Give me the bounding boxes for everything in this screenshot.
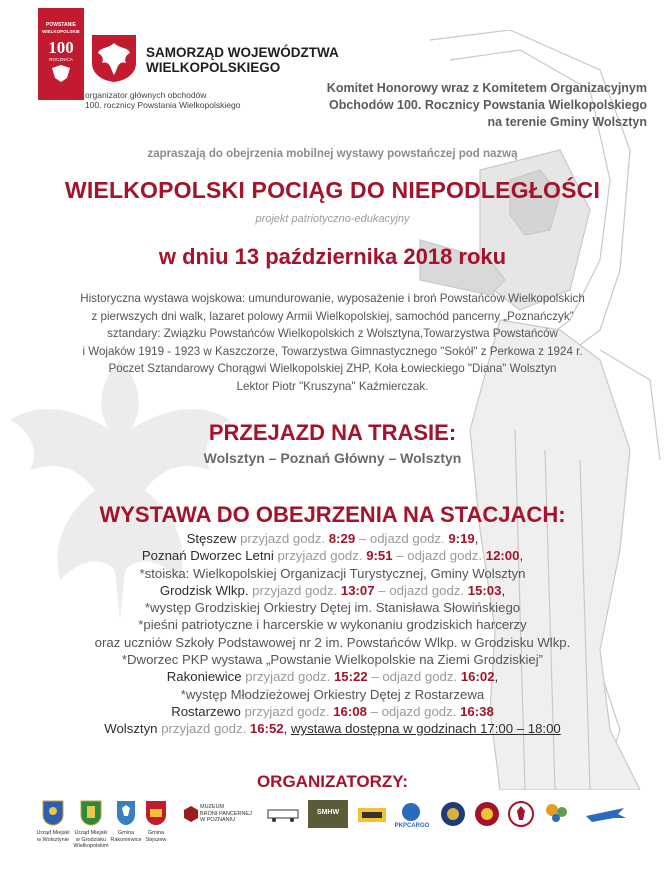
station-suffix: , xyxy=(474,531,479,546)
scouting-emblem-icon xyxy=(440,800,466,828)
badge-line-4: ROCZNICA xyxy=(49,57,73,62)
departure-label: – odjazd godz. xyxy=(396,548,483,564)
description-line: Lektor Piotr "Kruszyna" Kaźmierczak. xyxy=(236,379,429,393)
exhibition-description xyxy=(20,290,645,395)
arrival-time: 13:07 xyxy=(340,582,375,598)
station-row xyxy=(20,582,645,599)
departure-time: 15:03 xyxy=(467,582,502,598)
station-name: Rakoniewice xyxy=(166,669,242,685)
arrival-time: 16:08 xyxy=(333,703,367,719)
caption-line: w Wolsztynie xyxy=(37,836,69,843)
steszew-crest-icon xyxy=(145,800,167,826)
train-logo-icon xyxy=(266,806,304,824)
committee-line: Obchodów 100. Rocznicy Powstania Wielkopolskiego xyxy=(328,98,647,112)
station-suffix: , xyxy=(494,669,499,685)
museum-emblem-icon xyxy=(184,806,198,822)
departure-time: 9:19 xyxy=(448,531,475,546)
departure-label: – odjazd godz. xyxy=(371,669,458,685)
organizer-caption xyxy=(200,804,262,824)
station-name: Rostarzewo xyxy=(171,703,241,719)
arrival-time: 16:52 xyxy=(249,721,284,737)
badge-line-3: 100 xyxy=(48,38,74,57)
description-line: i Wojaków 1919 - 1923 w Kaszczorze, Towarzystwa Gimnastycznego "Sokół" z Perkowa z 1924 r. xyxy=(82,344,583,358)
arrival-label: przyjazd godz. xyxy=(245,669,331,685)
organizer-caption xyxy=(134,830,178,843)
stations-heading: WYSTAWA DO OBEJRZENIA NA STACJACH: xyxy=(99,502,566,527)
station-name: Poznań Dworzec Letni xyxy=(141,548,274,564)
organizer-caption-line: organizator głównych obchodów xyxy=(85,90,207,100)
station-name: Wolsztyn xyxy=(104,721,158,737)
stations-list xyxy=(20,530,645,738)
station-row xyxy=(20,720,645,737)
pkp-cargo-logo-icon xyxy=(400,802,422,822)
departure-label: – odjazd godz. xyxy=(358,531,445,546)
caption-line: Gmina xyxy=(147,830,165,836)
event-date: w dniu 13 października 2018 roku xyxy=(158,244,507,269)
arrival-time: 15:22 xyxy=(333,669,368,685)
caption-line: Gmina xyxy=(117,830,135,836)
station-row xyxy=(20,668,645,685)
badge-line-1: POWSTANIE xyxy=(46,22,76,28)
arrival-label: przyjazd godz. xyxy=(277,548,363,564)
arrival-time: 9:51 xyxy=(366,548,393,564)
committee-line: na terenie Gminy Wolsztyn xyxy=(487,115,647,129)
arrival-time: 8:29 xyxy=(328,531,356,546)
station-suffix: , xyxy=(501,582,506,598)
railway-association-logo-icon xyxy=(356,802,388,828)
grodzisk-crest-icon xyxy=(80,800,102,826)
caption-line: W POZNANIU xyxy=(200,817,236,823)
station-note: *występ Młodzieżowej Orkiestry Dętej z Rostarzewa xyxy=(180,686,485,702)
station-note: *pieśni patriotyczne i harcerskie w wykonaniu grodziskich harcerzy xyxy=(138,617,527,633)
description-line: Poczet Sztandarowy Chorągwi Wielkopolskiej ZHP, Koła Łowieckiego "Diana" Wolsztyn xyxy=(108,362,557,375)
committee-line: Komitet Honorowy wraz z Komitetem Organizacyjnym xyxy=(326,81,647,95)
route-heading: PRZEJAZD NA TRASIE: xyxy=(208,420,457,445)
station-note: oraz uczniów Szkoły Podstawowej nr 2 im. Powstańców Wlkp. w Grodzisku Wlkp. xyxy=(94,634,571,650)
station-note: *stoiska: Wielkopolskiej Organizacji Turystycznej, Gminy Wolsztyn xyxy=(139,565,526,581)
caption-line: Urząd Miejski xyxy=(74,830,108,836)
station-row xyxy=(20,530,645,547)
departure-label: – odjazd godz. xyxy=(370,703,457,719)
samorzad-line: SAMORZĄD WOJEWÓDZTWA xyxy=(146,45,339,60)
badge-line-2: WIELKOPOLSKIE xyxy=(42,29,80,34)
caption-line: PKPCARGO xyxy=(394,823,430,829)
arrival-label: przyjazd godz. xyxy=(161,721,247,737)
station-name: Stęszew xyxy=(186,531,237,546)
veterans-emblem-icon xyxy=(474,800,500,828)
route-text: Wolsztyn – Poznań Główny – Wolsztyn xyxy=(203,450,462,466)
organizer-caption xyxy=(392,823,432,830)
organizer-caption-line: 100. rocznicy Powstania Wielkopolskiego xyxy=(85,100,241,110)
airplane-logo-icon xyxy=(584,802,628,826)
committee-text xyxy=(227,80,647,131)
wolsztyn-crest-icon xyxy=(42,800,64,826)
station-row xyxy=(20,547,645,564)
arrival-label: przyjazd godz. xyxy=(244,703,330,719)
invitation-text: zapraszają do obejrzenia mobilnej wystawy powstańczej pod nazwą xyxy=(147,148,518,160)
arrival-label: przyjazd godz. xyxy=(240,531,326,546)
description-line: sztandary: Związku Powstańców Wielkopolskich z Wolsztyna,Towarzystwa Powstańców xyxy=(107,327,558,340)
organizers-heading: ORGANIZATORZY: xyxy=(256,772,409,791)
caption-line: Stęszew xyxy=(145,836,167,843)
station-suffix: , xyxy=(519,548,524,564)
station-name: Grodzisk Wlkp. xyxy=(159,582,249,598)
station-note: *występ Grodziskiej Orkiestry Dętej im. Stanisława Słowińskiego xyxy=(144,600,521,616)
samorzad-logo-text xyxy=(146,45,339,75)
organizer-caption xyxy=(85,90,240,110)
caption-line: BRONI PANCERNEJ xyxy=(200,810,252,817)
caption-line: Wielkopolskim xyxy=(73,843,109,849)
description-line: Historyczna wystawa wojskowa: umundurowanie, wyposażenie i broń Powstańców Wielkopolskich xyxy=(80,292,585,305)
comma-separator: , xyxy=(283,721,291,737)
caption-line: w Grodzisku xyxy=(75,836,107,843)
tourism-logo-icon xyxy=(542,800,572,828)
departure-label: – odjazd godz. xyxy=(378,582,465,598)
description-line: z pierwszych dni walk, lazaret polowy Armii Wielkopolskiej, samochód pancerny „Poznańczyk” xyxy=(91,309,574,323)
centenary-badge xyxy=(38,8,84,100)
rakoniewice-crest-icon xyxy=(116,800,136,826)
departure-time: 12:00 xyxy=(485,548,520,564)
arrival-label: przyjazd godz. xyxy=(252,582,338,598)
caption-line: MUZEUM xyxy=(200,804,225,810)
exhibition-title: WIELKOPOLSKI POCIĄG DO NIEPODLEGŁOŚCI xyxy=(64,177,601,203)
caption-line: SMHW xyxy=(316,809,340,816)
organizer-logos xyxy=(0,800,665,852)
samorzad-line: WIELKOPOLSKIEGO xyxy=(146,60,281,75)
departure-time: 16:02 xyxy=(460,669,495,685)
eagle-emblem-icon xyxy=(508,800,534,828)
station-row xyxy=(20,703,645,720)
wielkopolska-coat-of-arms-icon xyxy=(90,33,138,83)
station-note: *Dworzec PKP wystawa „Powstanie Wielkopolskie na Ziemi Grodziskiej” xyxy=(121,652,544,668)
opening-hours: wystawa dostępna w godzinach 17:00 – 18:00 xyxy=(290,721,561,737)
caption-line: Urząd Miejski xyxy=(36,830,70,836)
caption-line: Rakoniewice xyxy=(110,836,142,843)
departure-time: 16:38 xyxy=(460,703,494,719)
exhibition-subtitle: projekt patriotyczno-edukacyjny xyxy=(255,213,410,225)
organizer-caption xyxy=(308,810,348,817)
